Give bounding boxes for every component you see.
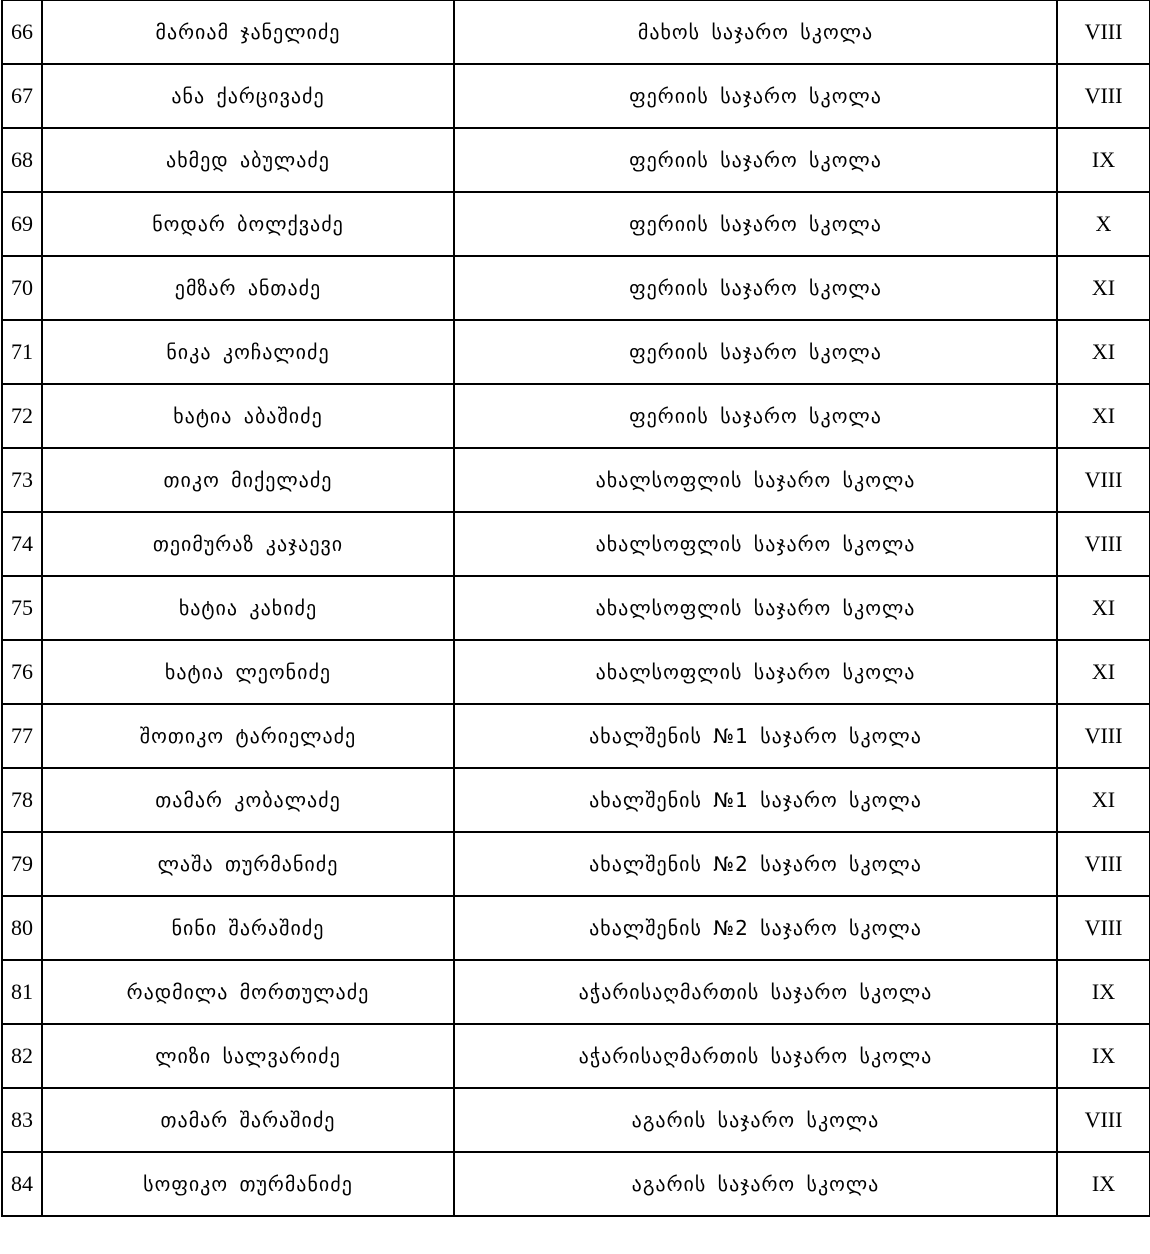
student-name-cell: მარიამ ჯანელიძე bbox=[42, 1, 454, 65]
table-row bbox=[2, 704, 1150, 768]
school-name-cell: მახოს საჯარო სკოლა bbox=[454, 1, 1057, 65]
table-row bbox=[2, 1024, 1150, 1088]
row-number-cell: 66 bbox=[2, 1, 42, 65]
row-number-cell: 82 bbox=[2, 1024, 42, 1088]
row-number-cell: 81 bbox=[2, 960, 42, 1024]
row-number-cell: 79 bbox=[2, 832, 42, 896]
grade-cell: VIII bbox=[1057, 448, 1150, 512]
row-number-cell: 78 bbox=[2, 768, 42, 832]
student-name-cell: ემზარ ანთაძე bbox=[42, 256, 454, 320]
table-row bbox=[2, 448, 1150, 512]
school-name-cell: ახალშენის №2 საჯარო სკოლა bbox=[454, 832, 1057, 896]
school-name-cell: აგარის საჯარო სკოლა bbox=[454, 1088, 1057, 1152]
table-row bbox=[2, 832, 1150, 896]
row-number-cell: 77 bbox=[2, 704, 42, 768]
row-number-cell: 71 bbox=[2, 320, 42, 384]
row-number-cell: 72 bbox=[2, 384, 42, 448]
student-name-cell: ნოდარ ბოლქვაძე bbox=[42, 192, 454, 256]
school-name-cell: ახალსოფლის საჯარო სკოლა bbox=[454, 576, 1057, 640]
school-name-cell: ფერიის საჯარო სკოლა bbox=[454, 384, 1057, 448]
student-name-cell: თიკო მიქელაძე bbox=[42, 448, 454, 512]
participants-table-body bbox=[2, 1, 1150, 1217]
table-row bbox=[2, 896, 1150, 960]
grade-cell: XI bbox=[1057, 640, 1150, 704]
table-row bbox=[2, 960, 1150, 1024]
table-row bbox=[2, 512, 1150, 576]
row-number-cell: 84 bbox=[2, 1152, 42, 1216]
table-row bbox=[2, 192, 1150, 256]
grade-cell: VIII bbox=[1057, 896, 1150, 960]
school-name-cell: ახალშენის №2 საჯარო სკოლა bbox=[454, 896, 1057, 960]
student-name-cell: ნიკა კოჩალიძე bbox=[42, 320, 454, 384]
row-number-cell: 80 bbox=[2, 896, 42, 960]
student-name-cell: ლაშა თურმანიძე bbox=[42, 832, 454, 896]
table-row bbox=[2, 640, 1150, 704]
table-row bbox=[2, 1152, 1150, 1216]
row-number-cell: 83 bbox=[2, 1088, 42, 1152]
student-name-cell: სოფიკო თურმანიძე bbox=[42, 1152, 454, 1216]
table-row bbox=[2, 320, 1150, 384]
grade-cell: VIII bbox=[1057, 1, 1150, 65]
row-number-cell: 70 bbox=[2, 256, 42, 320]
grade-cell: XI bbox=[1057, 384, 1150, 448]
student-name-cell: ლიზი სალვარიძე bbox=[42, 1024, 454, 1088]
grade-cell: XI bbox=[1057, 320, 1150, 384]
school-name-cell: ფერიის საჯარო სკოლა bbox=[454, 256, 1057, 320]
student-name-cell: თამარ კობალაძე bbox=[42, 768, 454, 832]
table-row bbox=[2, 1088, 1150, 1152]
school-name-cell: ახალშენის №1 საჯარო სკოლა bbox=[454, 704, 1057, 768]
row-number-cell: 69 bbox=[2, 192, 42, 256]
grade-cell: IX bbox=[1057, 1152, 1150, 1216]
school-name-cell: ფერიის საჯარო სკოლა bbox=[454, 192, 1057, 256]
student-name-cell: ახმედ აბულაძე bbox=[42, 128, 454, 192]
student-name-cell: ნინი შარაშიძე bbox=[42, 896, 454, 960]
participants-table bbox=[1, 0, 1150, 1217]
grade-cell: VIII bbox=[1057, 512, 1150, 576]
school-name-cell: ახალსოფლის საჯარო სკოლა bbox=[454, 512, 1057, 576]
grade-cell: XI bbox=[1057, 256, 1150, 320]
table-row bbox=[2, 768, 1150, 832]
grade-cell: VIII bbox=[1057, 704, 1150, 768]
grade-cell: IX bbox=[1057, 960, 1150, 1024]
school-name-cell: ფერიის საჯარო სკოლა bbox=[454, 64, 1057, 128]
student-name-cell: შოთიკო ტარიელაძე bbox=[42, 704, 454, 768]
student-name-cell: ხატია ლეონიძე bbox=[42, 640, 454, 704]
student-name-cell: ხატია აბაშიძე bbox=[42, 384, 454, 448]
grade-cell: X bbox=[1057, 192, 1150, 256]
grade-cell: VIII bbox=[1057, 1088, 1150, 1152]
grade-cell: IX bbox=[1057, 128, 1150, 192]
row-number-cell: 74 bbox=[2, 512, 42, 576]
row-number-cell: 76 bbox=[2, 640, 42, 704]
grade-cell: VIII bbox=[1057, 832, 1150, 896]
grade-cell: XI bbox=[1057, 576, 1150, 640]
row-number-cell: 67 bbox=[2, 64, 42, 128]
table-row bbox=[2, 576, 1150, 640]
school-name-cell: ფერიის საჯარო სკოლა bbox=[454, 320, 1057, 384]
student-name-cell: ხატია კახიძე bbox=[42, 576, 454, 640]
grade-cell: VIII bbox=[1057, 64, 1150, 128]
grade-cell: XI bbox=[1057, 768, 1150, 832]
grade-cell: IX bbox=[1057, 1024, 1150, 1088]
school-name-cell: აჭარისაღმართის საჯარო სკოლა bbox=[454, 960, 1057, 1024]
student-name-cell: რადმილა მორთულაძე bbox=[42, 960, 454, 1024]
row-number-cell: 75 bbox=[2, 576, 42, 640]
school-name-cell: ახალშენის №1 საჯარო სკოლა bbox=[454, 768, 1057, 832]
table-row bbox=[2, 1, 1150, 65]
school-name-cell: აგარის საჯარო სკოლა bbox=[454, 1152, 1057, 1216]
school-name-cell: ახალსოფლის საჯარო სკოლა bbox=[454, 448, 1057, 512]
table-row bbox=[2, 128, 1150, 192]
school-name-cell: აჭარისაღმართის საჯარო სკოლა bbox=[454, 1024, 1057, 1088]
row-number-cell: 68 bbox=[2, 128, 42, 192]
table-row bbox=[2, 64, 1150, 128]
school-name-cell: ფერიის საჯარო სკოლა bbox=[454, 128, 1057, 192]
student-name-cell: ანა ქარცივაძე bbox=[42, 64, 454, 128]
table-row bbox=[2, 256, 1150, 320]
row-number-cell: 73 bbox=[2, 448, 42, 512]
student-name-cell: თეიმურაზ კაჯაევი bbox=[42, 512, 454, 576]
student-name-cell: თამარ შარაშიძე bbox=[42, 1088, 454, 1152]
school-name-cell: ახალსოფლის საჯარო სკოლა bbox=[454, 640, 1057, 704]
table-row bbox=[2, 384, 1150, 448]
